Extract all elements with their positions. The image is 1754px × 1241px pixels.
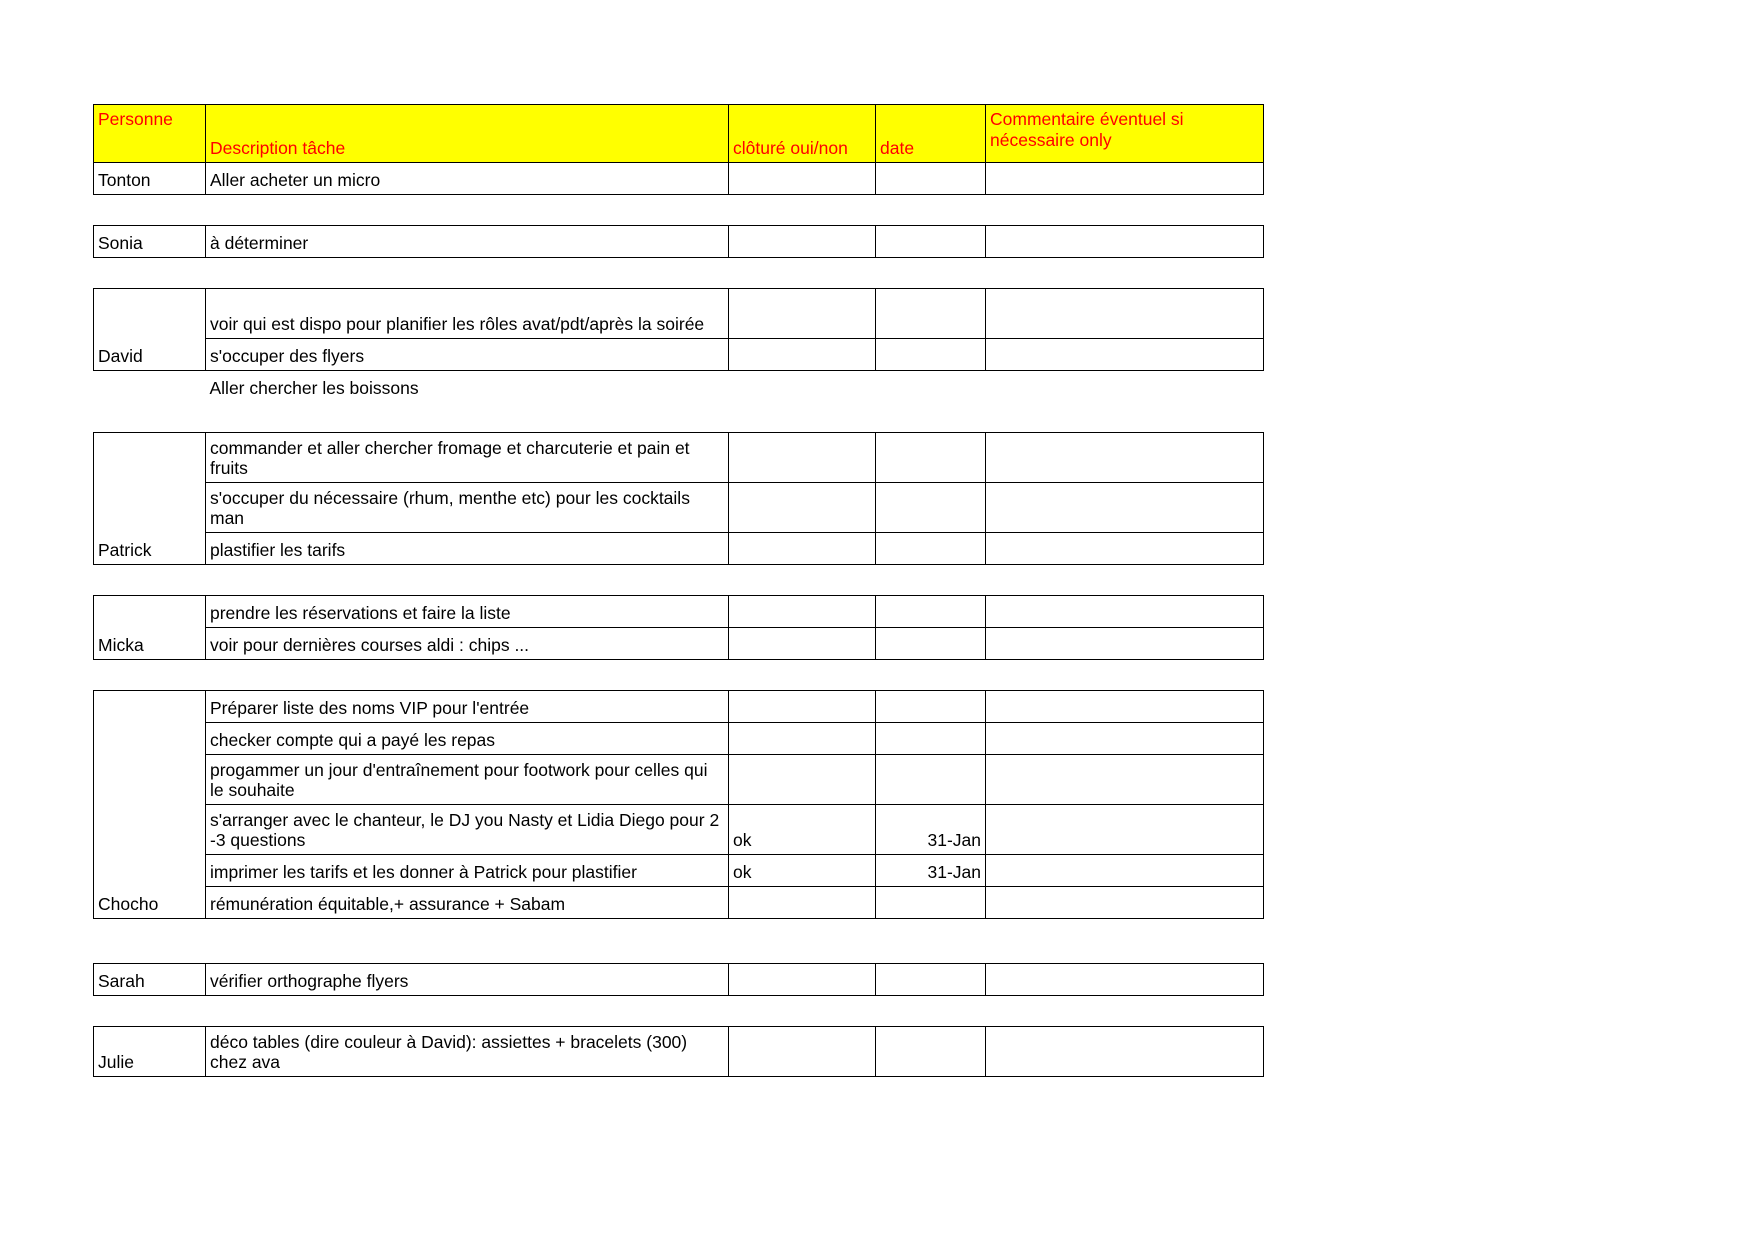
- spacer-cell: [94, 660, 206, 691]
- table-row: [94, 755, 1264, 805]
- task-description-cell[interactable]: Préparer liste des noms VIP pour l'entrée: [206, 691, 729, 723]
- table-row: [94, 339, 1264, 371]
- person-name-cell[interactable]: Tonton: [94, 163, 206, 195]
- table-row: [94, 964, 1264, 996]
- spacer-cell: [986, 258, 1264, 289]
- closed-status-cell[interactable]: [729, 163, 876, 195]
- closed-status-cell[interactable]: [729, 371, 876, 403]
- task-description-cell[interactable]: commander et aller chercher fromage et charcuterie et pain et fruits: [206, 433, 729, 483]
- comment-cell[interactable]: [986, 755, 1264, 805]
- table-row: [94, 483, 1264, 533]
- task-description-cell[interactable]: voir qui est dispo pour planifier les rôles avat/pdt/après la soirée: [206, 289, 729, 339]
- date-cell[interactable]: [876, 163, 986, 195]
- spacer-row: [94, 258, 1264, 289]
- spacer-cell: [876, 258, 986, 289]
- comment-cell[interactable]: [986, 691, 1264, 723]
- comment-cell[interactable]: [986, 371, 1264, 403]
- table-row: [94, 628, 1264, 660]
- closed-status-cell[interactable]: [729, 755, 876, 805]
- table-row: [94, 596, 1264, 628]
- person-name-cell[interactable]: David: [94, 289, 206, 371]
- spacer-cell: [986, 565, 1264, 596]
- closed-status-cell[interactable]: [729, 596, 876, 628]
- spacer-cell: [729, 660, 876, 691]
- closed-status-cell[interactable]: [729, 433, 876, 483]
- person-name-cell[interactable]: Micka: [94, 596, 206, 660]
- spacer-cell: [729, 258, 876, 289]
- spacer-cell: [206, 660, 729, 691]
- table-row: [94, 691, 1264, 723]
- closed-status-cell[interactable]: [729, 887, 876, 919]
- comment-cell[interactable]: [986, 887, 1264, 919]
- comment-cell[interactable]: [986, 483, 1264, 533]
- spacer-row: [94, 565, 1264, 596]
- spacer-row: [94, 660, 1264, 691]
- spacer-cell: [729, 919, 876, 964]
- table-row: [94, 163, 1264, 195]
- spacer-cell: [729, 565, 876, 596]
- comment-cell[interactable]: [986, 628, 1264, 660]
- spacer-cell: [94, 258, 206, 289]
- closed-status-cell[interactable]: [729, 533, 876, 565]
- date-cell[interactable]: [876, 339, 986, 371]
- spacer-cell: [94, 996, 206, 1027]
- spacer-cell: [206, 195, 729, 226]
- task-description-cell[interactable]: s'occuper du nécessaire (rhum, menthe etc) pour les cocktails man: [206, 483, 729, 533]
- date-cell[interactable]: [876, 628, 986, 660]
- comment-cell[interactable]: [986, 433, 1264, 483]
- task-description-cell[interactable]: rémunération équitable,+ assurance + Sabam: [206, 887, 729, 919]
- date-cell[interactable]: [876, 1027, 986, 1077]
- person-name-cell[interactable]: Julie: [94, 1027, 206, 1077]
- task-description-cell[interactable]: imprimer les tarifs et les donner à Patrick pour plastifier: [206, 855, 729, 887]
- spacer-cell: [206, 402, 729, 433]
- person-name-cell[interactable]: Sonia: [94, 226, 206, 258]
- date-cell[interactable]: [876, 596, 986, 628]
- closed-status-cell[interactable]: ok: [729, 805, 876, 855]
- date-cell[interactable]: [876, 226, 986, 258]
- date-cell[interactable]: [876, 887, 986, 919]
- table-row: [94, 289, 1264, 339]
- date-cell[interactable]: [876, 433, 986, 483]
- closed-status-cell[interactable]: [729, 628, 876, 660]
- task-description-cell[interactable]: vérifier orthographe flyers: [206, 964, 729, 996]
- spacer-cell: [986, 660, 1264, 691]
- task-description-cell[interactable]: Aller acheter un micro: [206, 163, 729, 195]
- date-cell[interactable]: [876, 723, 986, 755]
- closed-status-cell[interactable]: [729, 289, 876, 339]
- table-row: [94, 371, 1264, 403]
- spacer-cell: [876, 402, 986, 433]
- date-cell[interactable]: [876, 533, 986, 565]
- task-description-cell[interactable]: prendre les réservations et faire la liste: [206, 596, 729, 628]
- comment-cell[interactable]: [986, 339, 1264, 371]
- spacer-cell: [986, 402, 1264, 433]
- spacer-cell: [206, 996, 729, 1027]
- table-row: [94, 433, 1264, 483]
- task-description-cell[interactable]: s'occuper des flyers: [206, 339, 729, 371]
- spacer-cell: [876, 996, 986, 1027]
- date-cell[interactable]: [876, 483, 986, 533]
- spacer-row: [94, 195, 1264, 226]
- date-cell[interactable]: [876, 371, 986, 403]
- table-row: [94, 855, 1264, 887]
- spacer-cell: [94, 195, 206, 226]
- spacer-cell: [729, 195, 876, 226]
- closed-status-cell[interactable]: [729, 691, 876, 723]
- person-name-cell-empty: [94, 371, 206, 403]
- spacer-cell: [876, 195, 986, 226]
- table-row: [94, 723, 1264, 755]
- date-cell[interactable]: [876, 691, 986, 723]
- task-description-cell[interactable]: voir pour dernières courses aldi : chips ...: [206, 628, 729, 660]
- comment-cell[interactable]: [986, 805, 1264, 855]
- column-header-date: date: [876, 105, 986, 163]
- comment-cell[interactable]: [986, 163, 1264, 195]
- spacer-cell: [986, 996, 1264, 1027]
- person-name-cell[interactable]: Patrick: [94, 433, 206, 565]
- spacer-cell: [94, 919, 206, 964]
- closed-status-cell[interactable]: [729, 1027, 876, 1077]
- spacer-cell: [876, 660, 986, 691]
- task-table-container: [93, 104, 1263, 1077]
- table-row: [94, 226, 1264, 258]
- spacer-cell: [986, 195, 1264, 226]
- closed-status-cell[interactable]: [729, 226, 876, 258]
- task-description-cell[interactable]: s'arranger avec le chanteur, le DJ you Nasty et Lidia Diego pour 2 -3 questions: [206, 805, 729, 855]
- task-description-cell[interactable]: Aller chercher les boissons: [206, 371, 729, 403]
- task-description-cell[interactable]: checker compte qui a payé les repas: [206, 723, 729, 755]
- spacer-cell: [876, 565, 986, 596]
- spacer-cell: [729, 402, 876, 433]
- spacer-cell: [94, 402, 206, 433]
- closed-status-cell[interactable]: ok: [729, 855, 876, 887]
- comment-cell[interactable]: [986, 855, 1264, 887]
- task-description-cell[interactable]: progammer un jour d'entraînement pour footwork pour celles qui le souhaite: [206, 755, 729, 805]
- date-cell[interactable]: 31-Jan: [876, 805, 986, 855]
- comment-cell[interactable]: [986, 226, 1264, 258]
- table-header-row: [94, 105, 1264, 163]
- table-row: [94, 805, 1264, 855]
- table-row: [94, 1027, 1264, 1077]
- date-cell[interactable]: [876, 289, 986, 339]
- spacer-cell: [876, 919, 986, 964]
- comment-cell[interactable]: [986, 596, 1264, 628]
- closed-status-cell[interactable]: [729, 723, 876, 755]
- date-cell[interactable]: [876, 964, 986, 996]
- spacer-cell: [729, 996, 876, 1027]
- spacer-cell: [206, 565, 729, 596]
- spacer-row: [94, 402, 1264, 433]
- column-header-comment: Commentaire éventuel si nécessaire only: [986, 105, 1264, 163]
- task-table: [93, 104, 1264, 1077]
- closed-status-cell[interactable]: [729, 964, 876, 996]
- spacer-row: [94, 996, 1264, 1027]
- spacer-cell: [986, 919, 1264, 964]
- comment-cell[interactable]: [986, 533, 1264, 565]
- date-cell[interactable]: 31-Jan: [876, 855, 986, 887]
- column-header-task: Description tâche: [206, 105, 729, 163]
- spacer-cell: [206, 258, 729, 289]
- comment-cell[interactable]: [986, 723, 1264, 755]
- table-row: [94, 887, 1264, 919]
- column-header-closed: clôturé oui/non: [729, 105, 876, 163]
- comment-cell[interactable]: [986, 1027, 1264, 1077]
- comment-cell[interactable]: [986, 964, 1264, 996]
- date-cell[interactable]: [876, 755, 986, 805]
- spacer-cell: [206, 919, 729, 964]
- closed-status-cell[interactable]: [729, 339, 876, 371]
- task-description-cell[interactable]: plastifier les tarifs: [206, 533, 729, 565]
- spacer-cell: [94, 565, 206, 596]
- closed-status-cell[interactable]: [729, 483, 876, 533]
- person-name-cell[interactable]: Chocho: [94, 691, 206, 919]
- spacer-row: [94, 919, 1264, 964]
- task-description-cell[interactable]: à déterminer: [206, 226, 729, 258]
- comment-cell[interactable]: [986, 289, 1264, 339]
- column-header-person: Personne: [94, 105, 206, 163]
- table-row: [94, 533, 1264, 565]
- person-name-cell[interactable]: Sarah: [94, 964, 206, 996]
- task-description-cell[interactable]: déco tables (dire couleur à David): assiettes + bracelets (300) chez ava: [206, 1027, 729, 1077]
